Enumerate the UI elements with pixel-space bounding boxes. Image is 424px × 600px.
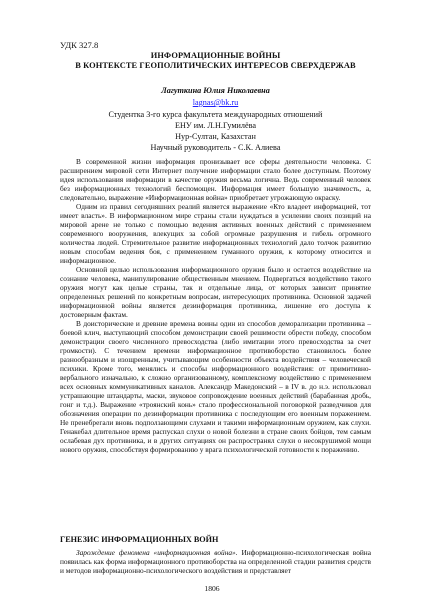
article-body: [60, 157, 371, 454]
section-lead-text: Информационно-психологическая война появилась как форма информационного противоборства на определенной стадии развития средств и методов информационно-психологического воздействия и представляет: [60, 548, 372, 575]
paper-title-line-2: В КОНТЕКСТЕ ГЕОПОЛИТИЧЕСКИХ ИНТЕРЕСОВ СВЕРХДЕРЖАВ: [75, 61, 356, 70]
page-number: 1806: [204, 584, 220, 593]
paragraph: В доисторические и древние времена воины один из способов деморализации противника – боевой клич, выступающий способом демонстрации своей решимости обрести победу, способом демонстрации своего численного превосходства (либо имитации этого превосходства за счет громкости). С течением времени информационное противоборство становилось более разнообразным и изощренным, учитывающим особенности объекта воздействия – человеческой психики. Кроме того, менялись и способы информационного воздействия: от примитивно-вербального изначально, к сложно организованному, комплексному воздействию с применением всех основных коммуникативных каналов. Александр Македонский – в IV в. до н.э. использовал устрашающие штандарты, маски, звуковое сопровождение военных действий (барабанная дробь, гонг и т.д.). Выражение «троянский конь» стало профессиональной поговоркой разведчиков для обозначения операции по дезинформации противника с последующим его военным поражением. Не пренебрегали вновь подползающими слухами и такими информационным оружием, как слухи. Генакебал длительное время распускал слухи о новой болезни в стране своих бойцов, тем самым ослабевая дух противника, и в других ситуациях он распространял слухи о несокрушимой мощи нового оружия, способствуя формированию у врага психологической готовности к поражению.: [60, 319, 371, 454]
paragraph: Одним из правил сегодняшних реалий является выражение «Кто владеет информацией, тот имеет власть». В информационном мире страны стали нуждаться в усилении своих позиций на мировой арене не только с помощью ведения активных военных действий с применением современного вооружения, влекущих за собой огромные разрушения и гибель огромного количества людей. Стремительное развитие информационных технологий дало толчок развитию новым способам ведения боя, с применением гуманного оружия, к которому относится и информационное.: [60, 202, 371, 265]
section-heading: ГЕНЕЗИС ИНФОРМАЦИОННЫХ ВОЙН: [60, 535, 219, 544]
supervisor-line: Научный руководитель - С.К. Алиева: [150, 143, 281, 152]
section-lead-italic: Зарождение феномена «информационная война».: [76, 548, 238, 557]
affiliation-line-2: ЕНУ им. Л.Н.Гумилёва: [174, 121, 257, 130]
udk-code: УДК 327.8: [60, 40, 99, 50]
paper-title-line-1: ИНФОРМАЦИОННЫЕ ВОЙНЫ: [150, 51, 281, 60]
section-paragraph: [60, 548, 371, 575]
affiliation-line-1: Студентка 3-го курса факультета международных отношений: [108, 110, 323, 119]
author-name: Лагуткина Юлия Николаевна: [161, 86, 270, 95]
paragraph: В современной жизни информация пронизывает все сферы деятельности человека. С расширением мировой сети Интернет получение информации стало более доступным. Поэтому идея использования информации в качестве оружия весьма логична. Ведь современный человек без информационных технологий беспомощен. Информация имеет большую значимость, а, следовательно, выражение «Информационная война» приобретает угрожающую окраску.: [60, 157, 371, 202]
affiliation-line-3: Нур-Султан, Казахстан: [175, 132, 256, 141]
paragraph: Основной целью использования информационного оружия было и остается воздействие на сознание человека, манипулирование общественным мнением. Подвергаться воздействию такого оружия могут как целые страны, так и отдельные лица, от которых зависит принятие определенных решений по конкретным вопросам, интересующих противника. Основной задачей информационной войны является дезинформация противника, лишение его доступа к достоверным фактам.: [60, 265, 371, 319]
author-email-link[interactable]: lagnas@bk.ru: [192, 98, 239, 107]
